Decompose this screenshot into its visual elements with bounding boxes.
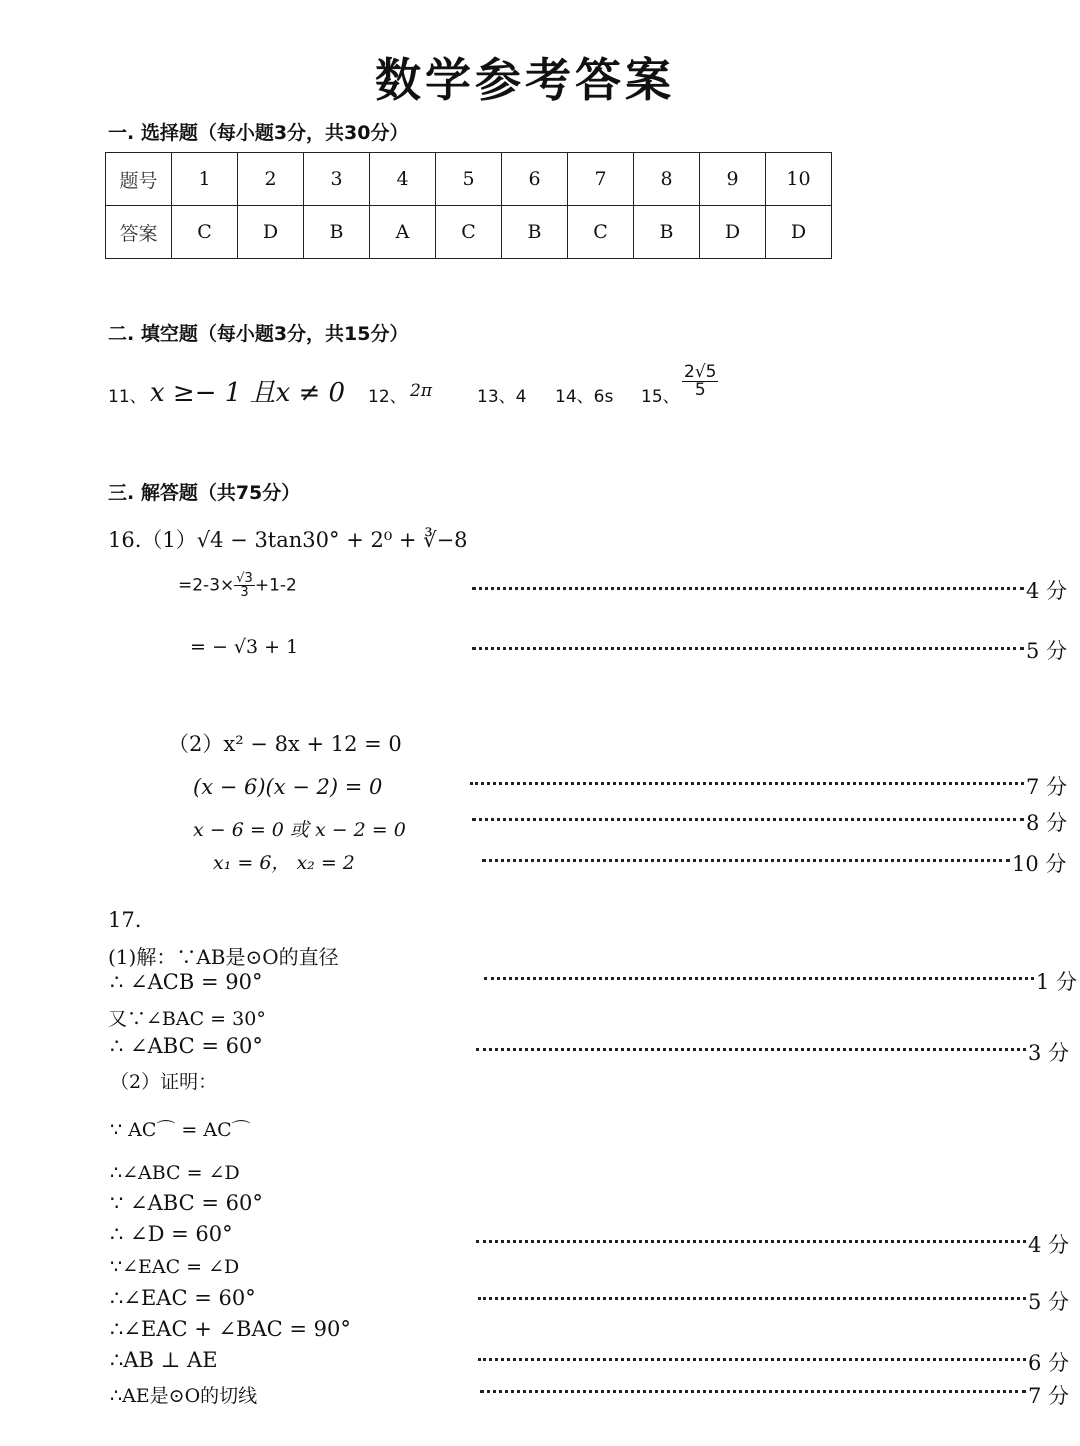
row-label: 题号 xyxy=(106,153,172,206)
q17-label: 17. xyxy=(108,908,142,932)
fraction-numerator: 2√5 xyxy=(684,362,717,382)
dotted-leader xyxy=(472,818,1024,821)
q16-p2-header: （2）x² − 8x + 12 = 0 xyxy=(168,732,402,756)
fill-q15-label: 15、 xyxy=(641,387,680,407)
table-cell: 1 xyxy=(172,153,238,206)
dotted-leader xyxy=(478,1297,1026,1300)
dotted-leader xyxy=(472,587,1024,590)
dotted-leader xyxy=(476,1048,1026,1051)
dotted-leader xyxy=(476,1240,1026,1243)
table-cell: D xyxy=(766,206,832,259)
q16-header: 16.（1）√4 − 3tan30° + 2⁰ + ∛−8 xyxy=(108,528,468,552)
q17-line: （2）证明： xyxy=(110,1071,218,1093)
q17-line: ∴AB ⊥ AE xyxy=(110,1348,218,1372)
fill-q12-label: 12、 xyxy=(368,387,407,407)
table-cell: 5 xyxy=(436,153,502,206)
dotted-leader xyxy=(484,977,1034,980)
q16-step1 xyxy=(178,572,297,599)
q17-line: ∴AE是⊙O的切线 xyxy=(110,1385,258,1407)
fill-q11-answer: x ≥− 1 且x ≠ 0 xyxy=(150,378,346,408)
section-3-heading: 三. 解答题（共75分） xyxy=(108,482,301,504)
fraction-denominator: 3 xyxy=(240,585,249,600)
q16-p2-step1: (x − 6)(x − 2) = 0 xyxy=(193,775,383,799)
score: 4 分 xyxy=(1028,1233,1070,1257)
dotted-leader xyxy=(480,1390,1026,1393)
q17-line: ∵ ∠ABC = 60° xyxy=(110,1191,263,1215)
q17-line: ∴ ∠ACB = 90° xyxy=(110,970,263,994)
table-cell: 3 xyxy=(304,153,370,206)
dotted-leader xyxy=(472,647,1024,650)
q16-p2-step3: x₁ = 6， x₂ = 2 xyxy=(213,852,355,874)
table-cell: B xyxy=(502,206,568,259)
dotted-leader xyxy=(482,859,1010,862)
table-cell: B xyxy=(304,206,370,259)
step1-post: +1-2 xyxy=(254,575,297,596)
q16-p2-step2: x − 6 = 0 或 x − 2 = 0 xyxy=(193,819,406,841)
table-cell: B xyxy=(634,206,700,259)
table-cell: 7 xyxy=(568,153,634,206)
step1-pre: =2-3× xyxy=(178,575,235,596)
table-cell: 4 xyxy=(370,153,436,206)
q17-line: ∵ AC⌒ = AC⌒ xyxy=(110,1119,251,1141)
q17-line: ∴∠EAC + ∠BAC = 90° xyxy=(110,1317,351,1341)
score: 8 分 xyxy=(1026,811,1068,835)
score: 1 分 xyxy=(1036,970,1078,994)
fill-q11-label: 11、 xyxy=(108,387,147,407)
q17-line: ∴∠ABC = ∠D xyxy=(110,1162,240,1184)
fraction-numerator: √3 xyxy=(236,571,253,586)
table-cell: A xyxy=(370,206,436,259)
table-cell: 10 xyxy=(766,153,832,206)
q17-line: ∵∠EAC = ∠D xyxy=(110,1256,240,1278)
score: 7 分 xyxy=(1028,1384,1070,1408)
table-cell: D xyxy=(238,206,304,259)
table-cell: D xyxy=(700,206,766,259)
table-cell: C xyxy=(568,206,634,259)
q17-line: ∴∠EAC = 60° xyxy=(110,1286,256,1310)
table-cell: 8 xyxy=(634,153,700,206)
q17-line: ∴ ∠ABC = 60° xyxy=(110,1034,263,1058)
table-row-answers xyxy=(106,206,832,259)
table-cell: 2 xyxy=(238,153,304,206)
score: 10 分 xyxy=(1012,852,1067,876)
table-row-numbers xyxy=(106,153,832,206)
table-cell: 6 xyxy=(502,153,568,206)
score: 4 分 xyxy=(1026,579,1068,603)
q17-line: 又∵∠BAC = 30° xyxy=(108,1008,266,1030)
dotted-leader xyxy=(478,1358,1026,1361)
table-cell: 9 xyxy=(700,153,766,206)
fill-q12-answer: 2π xyxy=(410,381,432,401)
score: 7 分 xyxy=(1026,775,1068,799)
score: 6 分 xyxy=(1028,1351,1070,1375)
fill-q14: 14、6s xyxy=(555,387,614,407)
score: 5 分 xyxy=(1028,1290,1070,1314)
q16-step2: = − √3 + 1 xyxy=(190,636,299,658)
table-cell: C xyxy=(436,206,502,259)
score: 5 分 xyxy=(1026,639,1068,663)
dotted-leader xyxy=(470,782,1024,785)
table-cell: C xyxy=(172,206,238,259)
row-label: 答案 xyxy=(106,206,172,259)
section-1-heading: 一. 选择题（每小题3分，共30分） xyxy=(108,122,409,144)
q17-line: (1)解：∵AB是⊙O的直径 xyxy=(108,945,339,969)
fill-q15-fraction xyxy=(682,364,718,399)
score: 3 分 xyxy=(1028,1041,1070,1065)
answer-table xyxy=(105,152,832,259)
section-2-heading: 二. 填空题（每小题3分，共15分） xyxy=(108,323,409,345)
page-title: 数学参考答案 xyxy=(375,53,675,107)
q17-line: ∴ ∠D = 60° xyxy=(110,1222,233,1246)
fill-q13: 13、4 xyxy=(477,387,527,407)
fraction-denominator: 5 xyxy=(694,380,706,400)
